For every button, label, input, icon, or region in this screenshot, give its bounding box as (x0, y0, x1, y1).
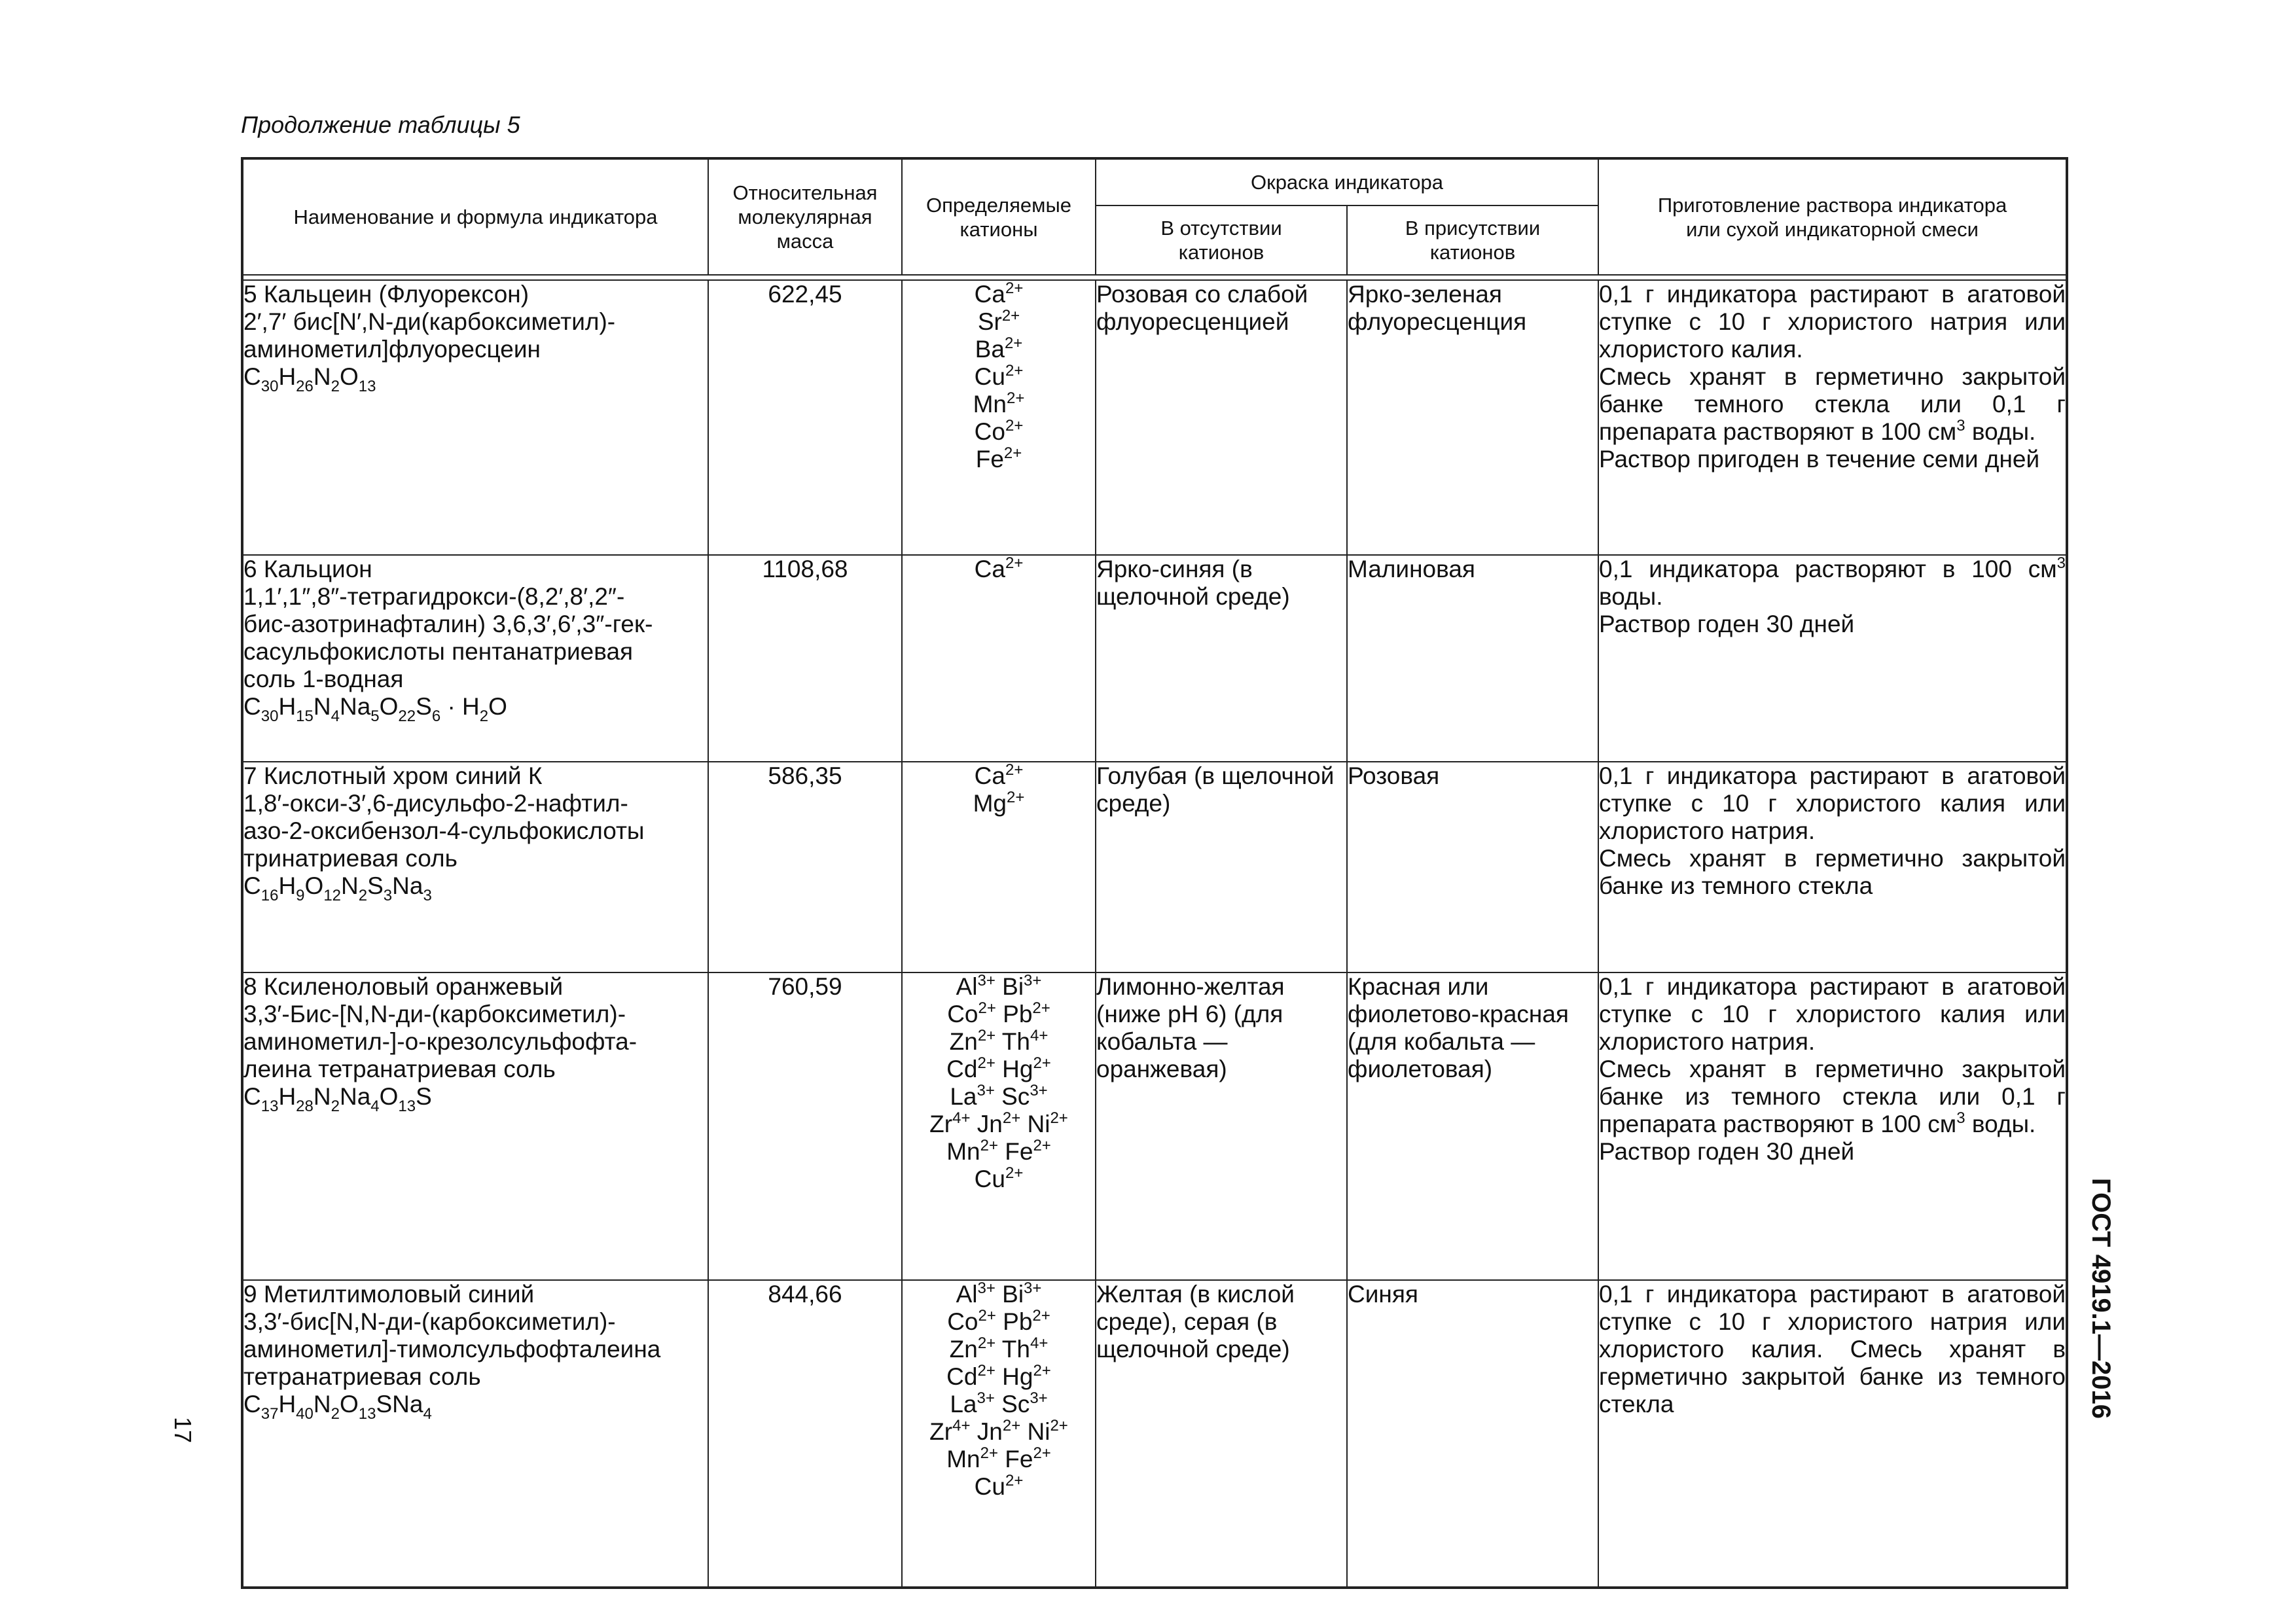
cation-item: $Cu^{2+}$ (974, 1164, 1024, 1192)
header-absent: В отсутствии катионов (1096, 205, 1347, 275)
molecular-mass: 844,66 (708, 1280, 902, 1588)
header-cations: Определяемые катионы (902, 158, 1096, 275)
preparation-line: 0,1 индикатора растворяют в 100 $см^3$ воды. (1599, 554, 2066, 610)
preparation-cell (1598, 972, 2067, 1280)
cation-item: $Zn^{2+}$ $Th^{4+}$ (949, 1027, 1049, 1055)
cation-item: $Ca^{2+}$ (974, 554, 1024, 582)
indicator-name-line: 9 Метилтимоловый синий (243, 1281, 535, 1308)
indicator-name-line: 8 Ксиленоловый оранжевый (243, 973, 564, 1000)
indicator-name-line: 1,8′-окси-3′,6-дисульфо-2-нафтил- (243, 790, 628, 817)
cation-item: $Fe^{2+}$ (975, 444, 1022, 473)
preparation-cell (1598, 280, 2067, 555)
molecular-mass: 760,59 (708, 972, 902, 1280)
molecular-mass: 586,35 (708, 762, 902, 972)
cations-cell (902, 972, 1096, 1280)
color-absent: Голубая (в щелочной среде) (1096, 762, 1347, 972)
table-row (242, 280, 2067, 555)
indicator-name-line: аминометил]флуоресцеин (243, 336, 541, 363)
indicator-name-line: 2′,7′ бис[N′,N-ди(карбоксиметил)- (243, 308, 616, 335)
preparation-line: 0,1 г индикатора растирают в агатовой ступке с 10 г хлористого натрия или хлористого калия. (1599, 281, 2066, 363)
preparation-line: 0,1 г индикатора растирают в агатовой ступке с 10 г хлористого калия или хлористого натрия. (1599, 973, 2066, 1055)
preparation-line: Раствор годен 30 дней (1599, 1138, 1855, 1165)
cation-item: $Sr^{2+}$ (977, 307, 1020, 335)
cation-item: $La^{3+}$ $Sc^{3+}$ (950, 1389, 1048, 1418)
cation-item: $Zn^{2+}$ $Th^{4+}$ (949, 1334, 1049, 1363)
table-row (242, 555, 2067, 762)
indicator-name-cell (242, 280, 708, 555)
indicator-formula: $C_{13}H_{28}N_2Na_4O_{13}S$ (243, 1083, 432, 1115)
cation-item: $La^{3+}$ $Sc^{3+}$ (950, 1082, 1048, 1110)
header-name: Наименование и формула индикатора (242, 158, 708, 275)
indicator-name-line: сасульфокислоты пентанатриевая (243, 638, 634, 665)
preparation-line: 0,1 г индикатора растирают в агатовой ступке с 10 г хлористого натрия или хлористого калия. Смесь хранят в герметично закрытой банке из темного стекла (1599, 1281, 2066, 1418)
table-row (242, 1280, 2067, 1588)
indicator-name-line: леина тетранатриевая соль (243, 1056, 556, 1082)
indicator-name-line: аминометил-]-о-крезолсульфофта- (243, 1028, 637, 1055)
preparation-line: 0,1 г индикатора растирают в агатовой ступке с 10 г хлористого калия или хлористого натрия. (1599, 762, 2066, 844)
indicator-formula: $C_{16}H_9O_{12}N_2S_3Na_3$ (243, 872, 432, 904)
cation-item: $Mn^{2+}$ $Fe^{2+}$ (946, 1444, 1051, 1472)
indicator-table (241, 157, 2068, 1589)
indicator-name-cell (242, 555, 708, 762)
header-mass: Относительная молекулярная масса (708, 158, 902, 275)
cation-item: $Co^{2+}$ $Pb^{2+}$ (947, 1307, 1050, 1335)
preparation-line: Раствор годен 30 дней (1599, 611, 1855, 637)
cation-item: $Mn^{2+}$ (973, 389, 1025, 418)
header-color-group: Окраска индикатора (1096, 158, 1598, 205)
color-absent: Желтая (в кислой среде), серая (в щелочной среде) (1096, 1280, 1347, 1588)
color-absent: Лимонно-желтая (ниже pH 6) (для кобальта — оранжевая) (1096, 972, 1347, 1280)
cation-item: $Cu^{2+}$ (974, 1472, 1024, 1500)
cation-item: $Ca^{2+}$ (974, 279, 1024, 308)
header-present: В присутствии катионов (1347, 205, 1598, 275)
indicator-name-line: 1,1′,1″,8″-тетрагидрокси-(8,2′,8′,2″- (243, 583, 625, 610)
indicator-name-cell (242, 972, 708, 1280)
preparation-cell (1598, 762, 2067, 972)
color-present: Синяя (1347, 1280, 1598, 1588)
table-row (242, 762, 2067, 972)
cations-cell (902, 280, 1096, 555)
header-preparation: Приготовление раствора индикатора или сухой индикаторной смеси (1598, 158, 2067, 275)
color-present: Красная или фиолетово-красная (для кобальта — фиолетовая) (1347, 972, 1598, 1280)
cation-item: $Ca^{2+}$ (974, 761, 1024, 789)
cation-item: $Co^{2+}$ (974, 417, 1024, 445)
indicator-name-line: 3,3′-бис[N,N-ди-(карбоксиметил)- (243, 1308, 616, 1335)
cation-item: $Mn^{2+}$ $Fe^{2+}$ (946, 1137, 1051, 1165)
molecular-mass: 1108,68 (708, 555, 902, 762)
indicator-name-line: соль 1-водная (243, 666, 404, 692)
cations-cell (902, 555, 1096, 762)
indicator-name-line: 3,3′-Бис-[N,N-ди-(карбоксиметил)- (243, 1001, 626, 1027)
cation-item: $Al^{3+}$ $Bi^{3+}$ (956, 1279, 1042, 1308)
page-number: 17 (170, 1417, 196, 1444)
color-present: Ярко-зеленая флуоресценция (1347, 280, 1598, 555)
indicator-name-line: тринатриевая соль (243, 845, 457, 872)
color-present: Розовая (1347, 762, 1598, 972)
cation-item: $Co^{2+}$ $Pb^{2+}$ (947, 999, 1050, 1027)
color-absent: Ярко-синяя (в щелочной среде) (1096, 555, 1347, 762)
cations-cell (902, 762, 1096, 972)
table-row (242, 972, 2067, 1280)
header-separator (242, 275, 2067, 280)
preparation-cell (1598, 555, 2067, 762)
indicator-name-cell (242, 762, 708, 972)
indicator-formula: $C_{30}H_{26}N_2O_{13}$ (243, 363, 376, 395)
preparation-line: Раствор пригоден в течение семи дней (1599, 446, 2040, 473)
cation-item: $Cu^{2+}$ (974, 362, 1024, 390)
indicator-name-line: азо-2-оксибензол-4-сульфокислоты (243, 817, 645, 844)
indicator-name-cell (242, 1280, 708, 1588)
cation-item: $Cd^{2+}$ $Hg^{2+}$ (946, 1054, 1051, 1082)
indicator-name-line: тетранатриевая соль (243, 1363, 481, 1390)
indicator-formula: $C_{30}H_{15}N_4Na_5O_{22}S_6 \cdot H_2O$ (243, 693, 507, 725)
indicator-name-line: бис-азотринафталин) 3,6,3′,6′,3″-гек- (243, 611, 653, 637)
indicator-name-line: 6 Кальцион (243, 556, 372, 582)
color-present: Малиновая (1347, 555, 1598, 762)
cation-item: $Zr^{4+}$ $Jn^{2+}$ $Ni^{2+}$ (929, 1417, 1068, 1445)
color-absent: Розовая со слабой флуоресценцией (1096, 280, 1347, 555)
indicator-name-line: 7 Кислотный хром синий К (243, 762, 543, 789)
molecular-mass: 622,45 (708, 280, 902, 555)
cation-item: $Mg^{2+}$ (973, 789, 1025, 817)
indicator-name-line: аминометил]-тимолсульфофталеина (243, 1336, 661, 1363)
indicator-name-line: 5 Кальцеин (Флуорексон) (243, 281, 529, 308)
cation-item: $Zr^{4+}$ $Jn^{2+}$ $Ni^{2+}$ (929, 1109, 1068, 1137)
cation-item: $Cd^{2+}$ $Hg^{2+}$ (946, 1362, 1051, 1390)
preparation-line: Смесь хранят в герметично закрытой банке из темного стекла (1599, 845, 2066, 899)
preparation-line: Смесь хранят в герметично закрытой банке из темного стекла или 0,1 г препарата растворяют в 100 $см^3$ воды. (1599, 1056, 2066, 1137)
table-caption: Продолжение таблицы 5 (241, 111, 520, 138)
preparation-line: Смесь хранят в герметично закрытой банке темного стекла или 0,1 г препарата растворяют в 100 $см^3$ воды. (1599, 363, 2066, 445)
indicator-formula: $C_{37}H_{40}N_2O_{13}SNa_4$ (243, 1391, 432, 1423)
preparation-cell (1598, 1280, 2067, 1588)
cations-cell (902, 1280, 1096, 1588)
cation-item: $Ba^{2+}$ (975, 334, 1023, 363)
standard-code: ГОСТ 4919.1—2016 (2087, 1178, 2115, 1419)
cation-item: $Al^{3+}$ $Bi^{3+}$ (956, 972, 1042, 1000)
